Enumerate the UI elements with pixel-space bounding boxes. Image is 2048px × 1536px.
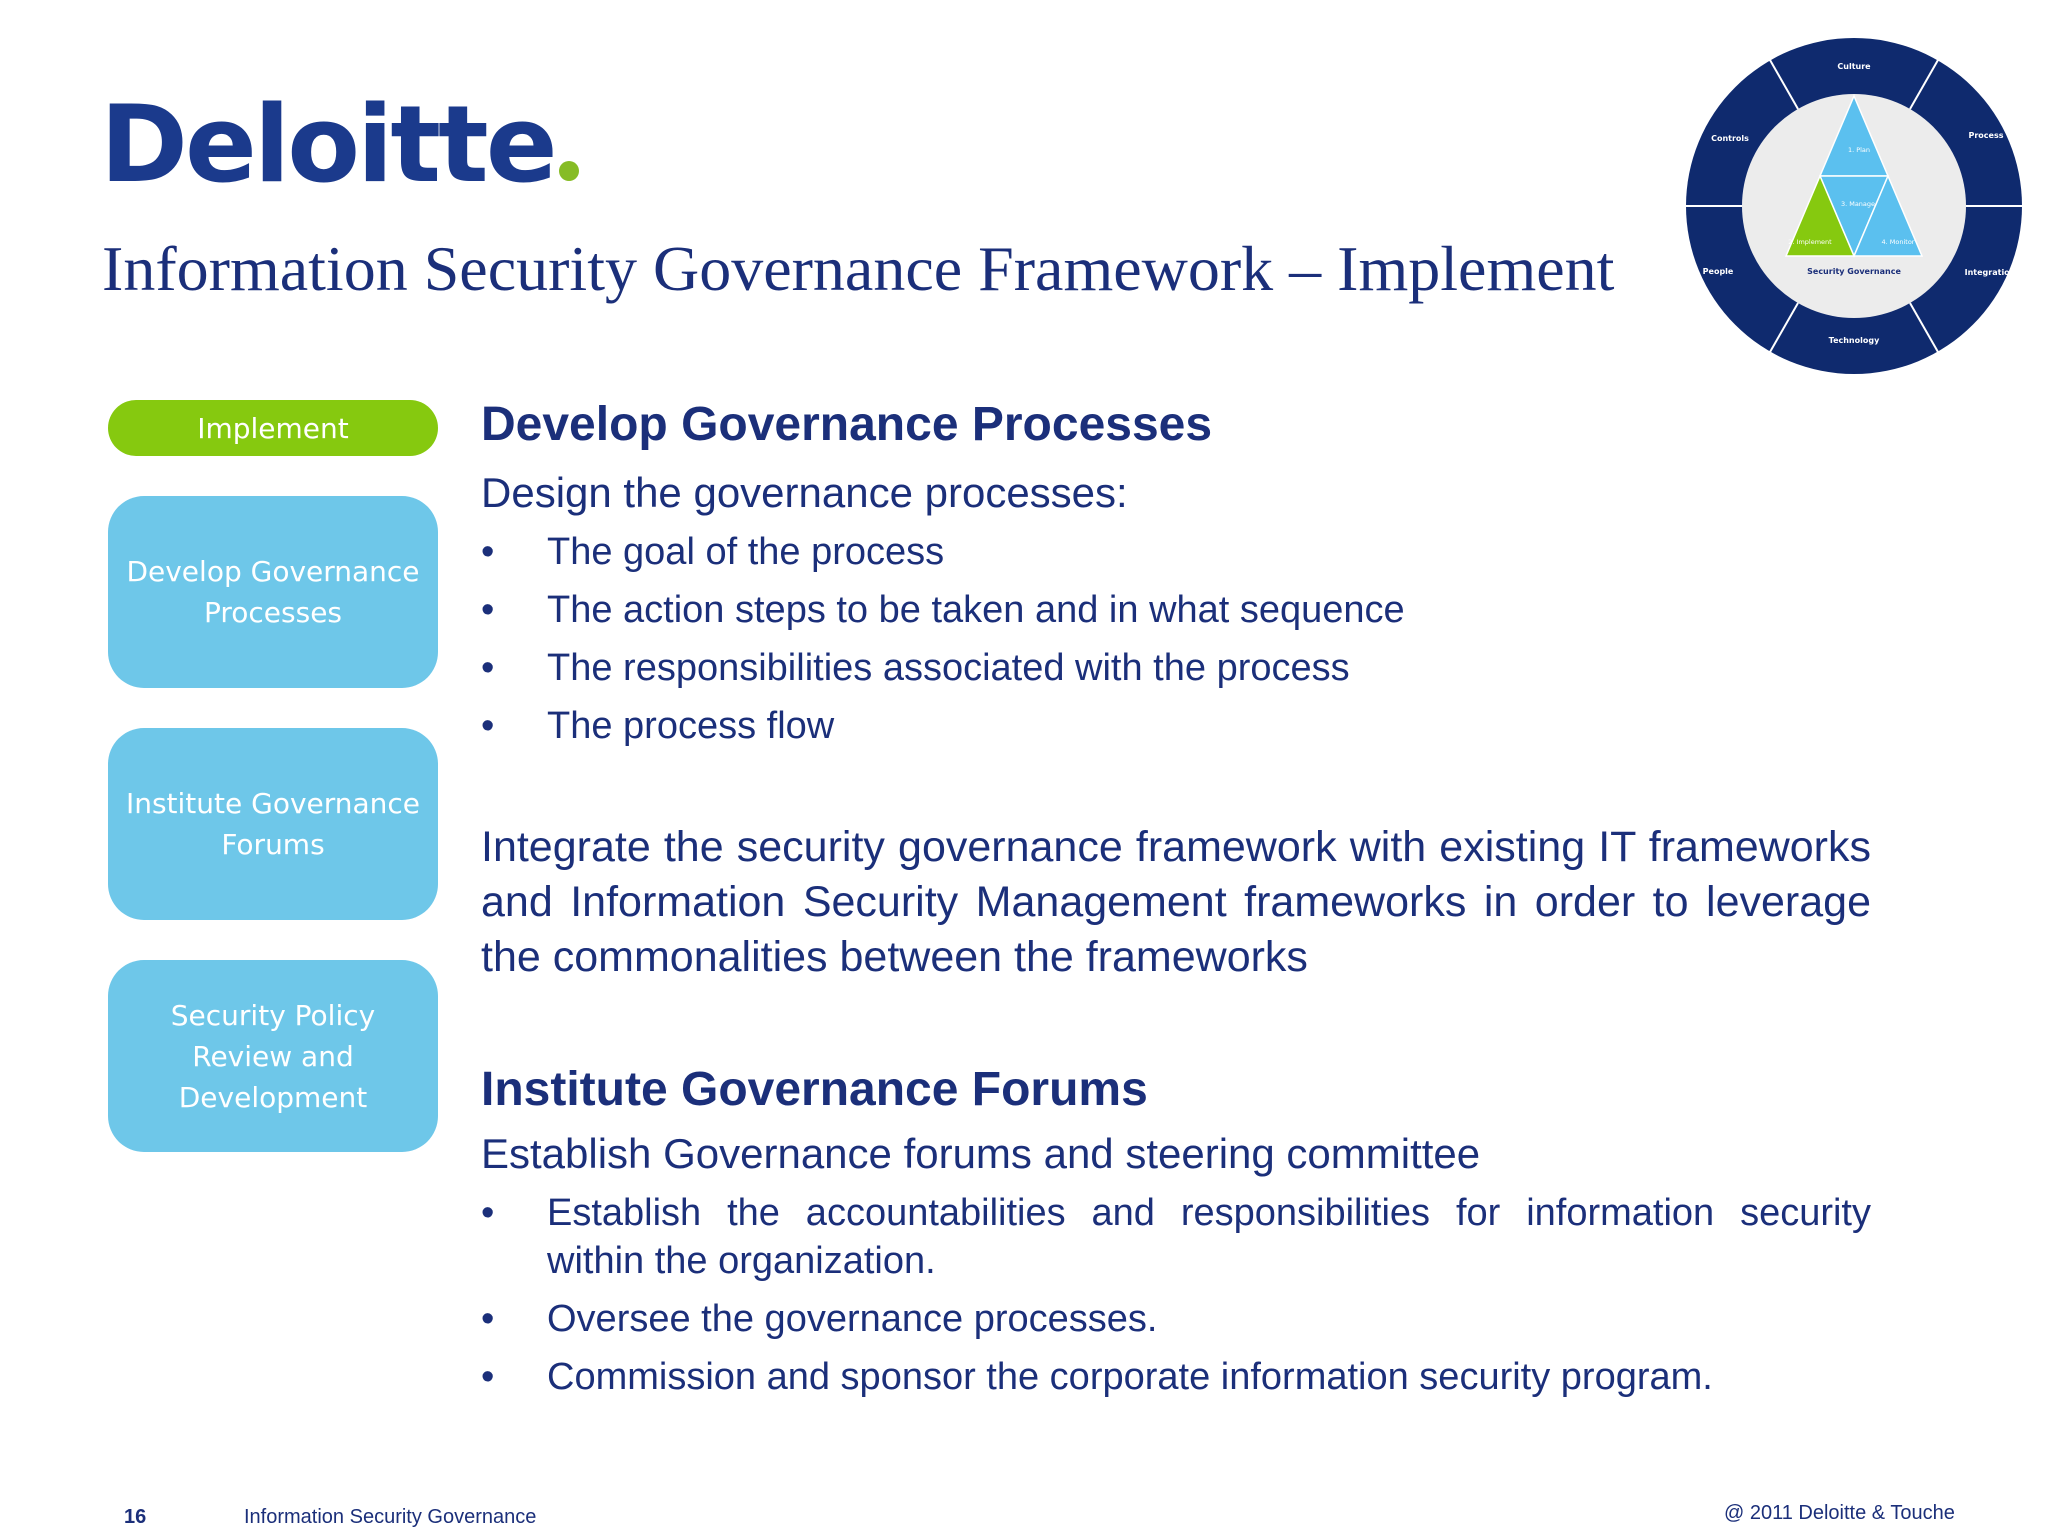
section-lead-establish: Establish Governance forums and steering committee: [481, 1130, 1481, 1177]
logo-text: Deloitte: [100, 83, 555, 206]
list-item: • Oversee the governance processes.: [481, 1295, 1871, 1343]
wheel-label-controls: Controls: [1711, 134, 1749, 143]
wheel-label-process: Process: [1968, 131, 2004, 140]
wheel-label-technology: Technology: [1828, 336, 1880, 345]
nav-institute-governance-forums[interactable]: Institute Governance Forums: [108, 728, 438, 920]
develop-bullet-list: [481, 528, 1871, 750]
list-item: • Establish the accountabilities and responsibilities for information security within the organization.: [481, 1189, 1871, 1285]
wheel-label-integration: Integration: [1964, 268, 2016, 277]
integrate-paragraph: Integrate the security governance framework with existing IT frameworks and Information Security Management frameworks in order to leverage the commonalities between the frameworks: [481, 823, 1871, 981]
footer-doc-title: Information Security Governance: [244, 1506, 537, 1528]
governance-wheel-diagram: [1684, 36, 2024, 376]
triangle-label-implement: 2. Implement: [1788, 238, 1832, 246]
list-item: • The action steps to be taken and in what sequence: [481, 586, 1871, 634]
list-item: • The process flow: [481, 702, 1871, 750]
logo-dot-icon: [559, 161, 579, 181]
wheel-label-people: People: [1702, 267, 1734, 276]
nav-security-policy-review[interactable]: Security Policy Review and Development: [108, 960, 438, 1152]
institute-bullet-list: [481, 1189, 1871, 1401]
deloitte-logo: [100, 83, 579, 206]
wheel-center-label: Security Governance: [1807, 267, 1901, 276]
wheel-label-culture: Culture: [1837, 62, 1871, 71]
triangle-label-monitor: 4. Monitor: [1881, 238, 1915, 246]
slide-title: Information Security Governance Framework – Implement: [102, 233, 1615, 304]
section-heading-develop: Develop Governance Processes: [481, 398, 1213, 451]
list-item: • Commission and sponsor the corporate information security program.: [481, 1353, 1871, 1401]
triangle-label-manage: 3. Manage: [1840, 200, 1876, 208]
section-heading-institute: Institute Governance Forums: [481, 1063, 1148, 1116]
footer-copyright: @ 2011 Deloitte & Touche: [1724, 1502, 1955, 1524]
triangle-label-plan: 1. Plan: [1847, 146, 1871, 154]
list-item: • The responsibilities associated with the process: [481, 644, 1871, 692]
footer-page-number: 16: [124, 1506, 147, 1528]
section-lead-design: Design the governance processes:: [481, 469, 1128, 516]
list-item: • The goal of the process: [481, 528, 1871, 576]
nav-implement-pill[interactable]: Implement: [108, 400, 438, 456]
nav-develop-governance-processes[interactable]: Develop Governance Processes: [108, 496, 438, 688]
main-content: [481, 392, 1871, 1411]
